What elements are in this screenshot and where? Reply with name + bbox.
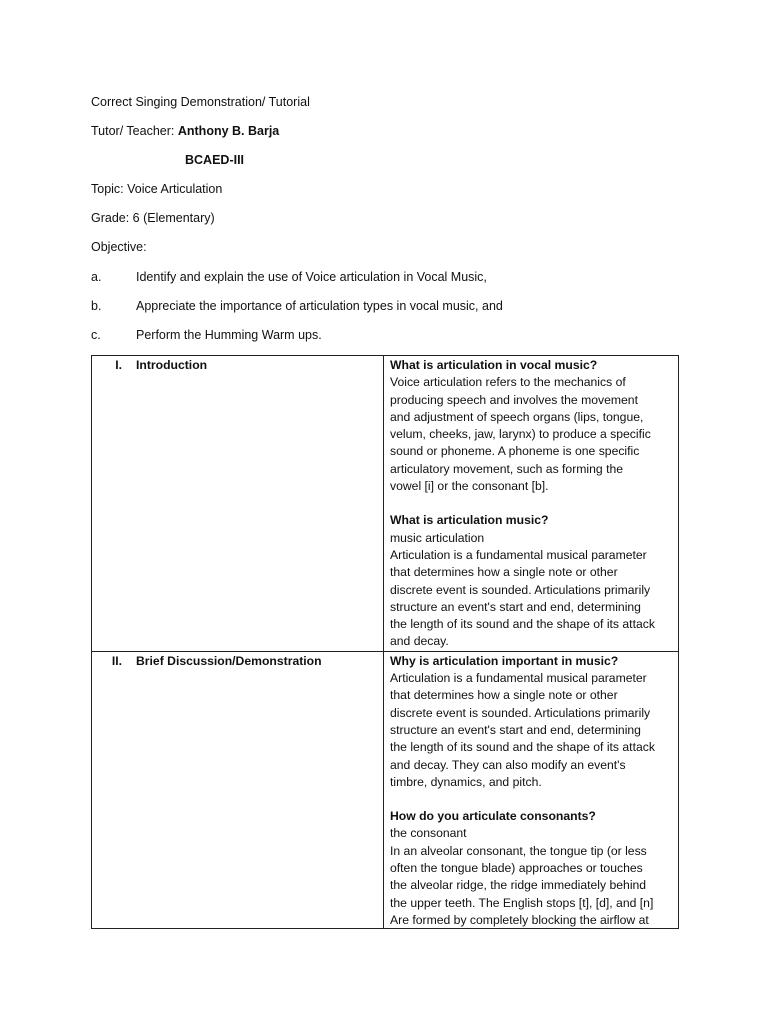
section-number: II. <box>111 653 122 668</box>
content-wrapper <box>390 653 672 928</box>
grade-line: Grade: 6 (Elementary) <box>91 211 215 225</box>
answer-line: articulatory movement, such as forming the <box>390 461 624 476</box>
tutor-name: Anthony B. Barja <box>177 124 280 138</box>
objective-letter: a. <box>91 270 102 284</box>
section-heading <box>98 357 377 374</box>
answer-line: the length of its sound and the shape of its attack <box>390 740 655 755</box>
question-heading: How do you articulate consonants? <box>390 809 596 824</box>
objective-text: Identify and explain the use of Voice articulation in Vocal Music, <box>136 270 487 284</box>
answer-line: In an alveolar consonant, the tongue tip (or less <box>390 843 647 858</box>
answer-line: and decay. They can also modify an event's <box>390 757 626 772</box>
section-heading <box>98 653 377 670</box>
answer-line: velum, cheeks, jaw, larynx) to produce a specific <box>390 427 651 442</box>
answer-line: the length of its sound and the shape of its attack <box>390 617 655 632</box>
answer-line: Articulation is a fundamental musical parameter <box>390 671 647 686</box>
answer-line: vowel [i] or the consonant [b]. <box>390 479 549 494</box>
topic-line: Topic: Voice Articulation <box>91 182 223 196</box>
answer-line: and adjustment of speech organs (lips, tongue, <box>390 409 644 424</box>
question-heading: What is articulation music? <box>390 513 549 528</box>
answer-line: the consonant <box>390 826 467 841</box>
spacer <box>390 791 672 808</box>
section-title: Introduction <box>136 358 208 372</box>
section-title: Brief Discussion/Demonstration <box>136 653 322 668</box>
answer-line: structure an event's start and end, determining <box>390 722 641 737</box>
section-number: I. <box>115 358 122 372</box>
answer-line: often the tongue blade) approaches or touches <box>390 861 643 876</box>
content-cell <box>384 356 679 652</box>
objective-text: Appreciate the importance of articulation types in vocal music, and <box>136 299 503 313</box>
question-heading: Why is articulation important in music? <box>390 653 619 668</box>
question-heading: What is articulation in vocal music? <box>390 358 598 372</box>
objective-text: Perform the Humming Warm ups. <box>136 328 322 342</box>
answer-line: producing speech and involves the movement <box>390 392 638 407</box>
table-row <box>92 356 679 652</box>
answer-line: that determines how a single note or other <box>390 688 618 703</box>
objective-letter: b. <box>91 299 102 313</box>
answer-line: the upper teeth. The English stops [t], [d], and [n] <box>390 895 654 910</box>
answer-line: discrete event is sounded. Articulations primarily <box>390 705 651 720</box>
answer-line: Are formed by completely blocking the airflow at <box>390 912 649 927</box>
answer-line: discrete event is sounded. Articulations primarily <box>390 582 651 597</box>
section-cell <box>92 356 384 652</box>
content-cell <box>384 651 679 928</box>
answer-line: music articulation <box>390 530 485 545</box>
tutor-label: Tutor/ Teacher: <box>91 124 175 138</box>
answer-line: sound or phoneme. A phoneme is one specific <box>390 444 640 459</box>
answer-line: Articulation is a fundamental musical parameter <box>390 547 647 562</box>
section-cell <box>92 651 384 928</box>
answer-line: and decay. <box>390 634 449 649</box>
objective-letter: c. <box>91 328 101 342</box>
answer-line: timbre, dynamics, and pitch. <box>390 774 542 789</box>
answer-line: structure an event's start and end, determining <box>390 599 641 614</box>
spacer <box>390 495 672 512</box>
objective-label: Objective: <box>91 240 147 254</box>
tutor-line <box>91 123 279 139</box>
answer-line: that determines how a single note or other <box>390 565 618 580</box>
lesson-table <box>91 355 679 929</box>
answer-line: Voice articulation refers to the mechanics of <box>390 375 626 390</box>
answer-line: the alveolar ridge, the ridge immediately behind <box>390 878 647 893</box>
course-code: BCAED-III <box>185 153 245 167</box>
document-title: Correct Singing Demonstration/ Tutorial <box>91 95 310 109</box>
table-row <box>92 651 679 928</box>
